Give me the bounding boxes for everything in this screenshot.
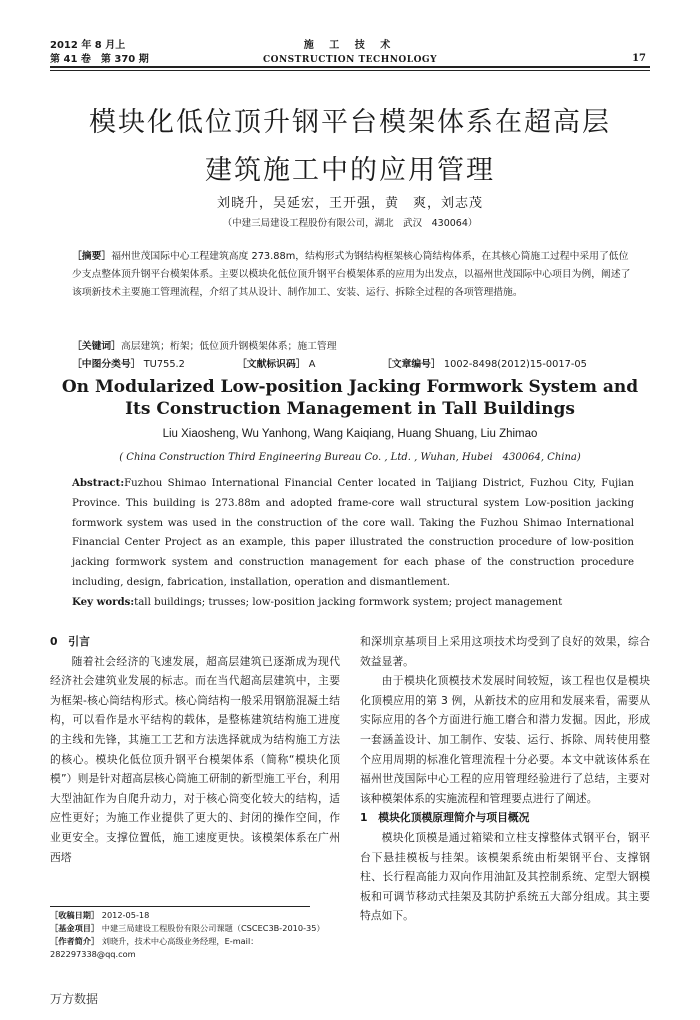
paper-title-en: [0, 376, 700, 420]
affiliation-cn: （中建三局建设工程股份有限公司，湖北 武汉 430064）: [222, 218, 478, 229]
keywords-cn-text: 高层建筑；桁架；低位顶升钢模架体系；施工管理: [120, 341, 337, 352]
keywords-en-label: Key words:: [72, 595, 135, 608]
footnote-rule: [50, 906, 310, 907]
paragraph-principle-1: 模块化顶模是通过箱梁和立柱支撑整体式钢平台，钢平台下悬挂模板与挂架。该模架系统由桁架钢平台、支撑钢柱、长行程高能力双向作用油缸及其控制系统、定型大钢模板和可调节移动式挂架及其防护系统五大部分组成。其主要特点如下。: [360, 830, 650, 923]
abstract-en-text: Fuzhou Shimao International Financial Center located in Taijiang District, Fuzhou City, Fujian Province. This building is 273.88m and adopted frame-core wall structural system Low-position jacking formwork system was used in the construction of the core wall. Taking the Fuzhou Shimao International Financial Center Project as an example, this paper illustrated the construction procedure of low-position jacking formwork system and construction management for each phase of the construction procedure including, design, fabrication, installation, operation and dismantlement.: [72, 478, 634, 588]
footnote-fund: ［基金项目］ 中建三局建设工程股份有限公司课题（CSCEC3B-2010-35）: [50, 923, 325, 933]
abstract-en-label: Abstract:: [72, 477, 125, 489]
affiliation-en: ( China Construction Third Engineering Bureau Co. , Ltd. , Wuhan, Hubei 430064, China): [119, 452, 581, 463]
title-en-line2: Its Construction Management in Tall Buildings: [125, 399, 575, 419]
paragraph-intro-2: 由于模块化顶模技术发展时间较短，该工程也仅是模块化顶模应用的第 3 例，从新技术的应用和发展来看，需要从实际应用的各个方面进行施工磨合和潜力发掘。因此，形成一套涵盖设计、加工制作、安装、运行、拆除、周转使用整个应用周期的标准化管理流程十分必要。本文中就该体系在福州世茂国际中心工程的应用管理经验进行了总结，主要对该种模架体系的实施流程和管理要点进行了阐述。: [360, 674, 650, 805]
header-rule-thin: [50, 70, 650, 71]
watermark: 万方数据: [50, 992, 99, 1006]
header-volume: 第 41 卷 第 370 期: [50, 54, 149, 65]
authors-cn: 刘晓升，吴延宏，王开强，黄 爽，刘志茂: [216, 196, 483, 211]
clc-number: ［中图分类号］ TU755.2: [72, 359, 185, 370]
authors-en: Liu Xiaosheng, Wu Yanhong, Wang Kaiqiang, Huang Shuang, Liu Zhimao: [162, 428, 538, 440]
header-rule: [50, 66, 650, 68]
abstract-cn-text: 福州世茂国际中心工程建筑高度 273.88m，结构形式为钢结构框架核心筒结构体系，在其核心筒施工过程中采用了低位少支点整体顶升钢平台模架体系。主要以模块化低位顶升钢平台模架体系的应用为出发点，以福州世茂国际中心项目为例，阐述了该项新技术主要施工管理流程，介绍了其从设计、制作加工、安装、运行、拆除全过程的各项管理措施。: [72, 251, 631, 298]
keywords-cn-label: ［关键词］: [72, 341, 121, 352]
body-column-right: [360, 632, 650, 926]
keywords-en-text: tall buildings; trusses; low-position jacking formwork system; project management: [134, 596, 563, 608]
title-cn-line2: 建筑施工中的应用管理: [205, 155, 495, 186]
keywords-en: [72, 593, 634, 613]
footnote-author: ［作者简介］ 刘晓升，技术中心高级业务经理，E-mail：282297338@qq.com: [50, 936, 259, 959]
paper-title-cn: [0, 104, 700, 190]
journal-name-en: CONSTRUCTION TECHNOLOGY: [262, 55, 438, 65]
article-number: ［文章编号］ 1002-8498(2012)15-0017-05: [382, 359, 587, 370]
abstract-en: [72, 474, 634, 613]
doc-code: ［文献标识码］ A: [237, 359, 316, 370]
footnote-received: ［收稿日期］ 2012-05-18: [50, 910, 150, 920]
title-cn-line1: 模块化低位顶升钢平台模架体系在超高层: [89, 107, 611, 138]
title-en-line1: On Modularized Low-position Jacking Formwork System and: [61, 377, 639, 397]
body-column-left: [50, 632, 340, 867]
page-number: 17: [632, 53, 646, 64]
keywords-cn: [72, 338, 337, 352]
abstract-cn-label: ［摘要］: [72, 251, 112, 262]
abstract-cn: [72, 248, 632, 302]
journal-name-cn: 施 工 技 术: [303, 40, 397, 51]
header-journal: [0, 40, 700, 66]
paragraph-intro-1-continued: 和深圳京基项目上采用这项技术均受到了良好的效果，综合效益显著。: [360, 635, 650, 668]
paragraph-intro-1: 随着社会经济的飞速发展，超高层建筑已逐渐成为现代经济社会建筑业发展的标志。而在当代超高层建筑中，主要为框架-核心筒结构形式。核心筒结构一般采用钢筋混凝土结构，可以看作是水平结构的载体，是整栋建筑结构施工进度的主线和先锋，其施工工艺和方法选择就成为结构施工方法的核心。模块化低位顶升钢平台模架体系（简称“模块化顶模”）则是针对超高层核心筒施工研制的新型施工平台，利用大型油缸作为自爬升动力，对于核心筒变化较大的结构，适应性更好；为施工作业提供了更大的、封闭的操作空间，作业更安全。支撑位置低，施工速度更快。该模架体系在广州西塔: [50, 654, 340, 864]
section-heading-intro: 0 引言: [50, 635, 90, 648]
footnotes: [50, 909, 340, 961]
header-date: 2012 年 8 月上: [50, 40, 126, 51]
section-heading-principle: 1 模块化顶模原理简介与项目概况: [360, 811, 530, 825]
